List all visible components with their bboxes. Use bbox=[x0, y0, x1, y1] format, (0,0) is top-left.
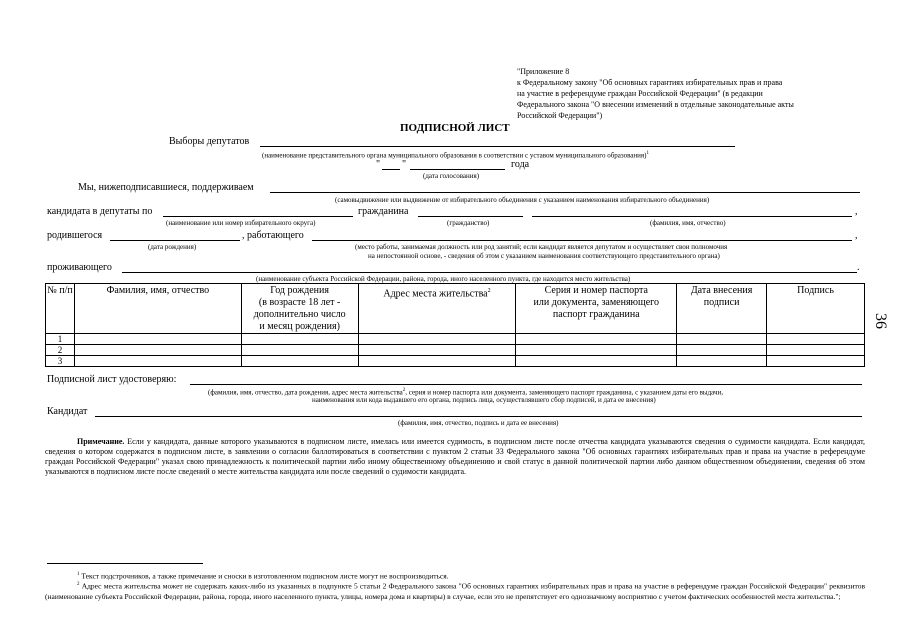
table-row[interactable] bbox=[46, 356, 865, 367]
appendix-line-5: Российской Федерации") bbox=[517, 111, 603, 120]
appendix-line-3: на участие в референдуме граждан Российской Федерации" (в редакции bbox=[517, 89, 763, 98]
row-number: 3 bbox=[46, 356, 75, 367]
cell-name[interactable] bbox=[74, 356, 241, 367]
cell-address[interactable] bbox=[358, 356, 516, 367]
cell-year[interactable] bbox=[241, 356, 358, 367]
date-quote-open: " bbox=[376, 159, 381, 170]
header-year: Год рождения (в возрасте 18 лет - дополнительно число и месяц рождения) bbox=[241, 284, 358, 334]
cell-name[interactable] bbox=[74, 334, 241, 345]
candidate-comma: , bbox=[855, 206, 858, 217]
header-num: № п/п bbox=[46, 284, 75, 334]
residence-caption: (наименование субъекта Российской Федерации, района, города, иного населенного пункта, где находится место жительства) bbox=[256, 275, 631, 283]
cell-address[interactable] bbox=[358, 345, 516, 356]
cell-date[interactable] bbox=[677, 334, 767, 345]
table-row[interactable] bbox=[46, 345, 865, 356]
candidate-name-caption: (фамилия, имя, отчество) bbox=[650, 219, 726, 227]
cell-date[interactable] bbox=[677, 356, 767, 367]
row-number: 2 bbox=[46, 345, 75, 356]
born-label: родившегося bbox=[47, 230, 103, 241]
certify-caption-1: (фамилия, имя, отчество, дата рождения, адрес места жительства$^2$, серия и номер паспорта или документа, заменяющего паспорт гражданина, с указанием даты его выдачи, bbox=[208, 388, 724, 397]
date-quote-close: " bbox=[402, 159, 407, 170]
cell-passport[interactable] bbox=[516, 334, 677, 345]
works-label: , работающего bbox=[242, 230, 304, 241]
born-comma: , bbox=[855, 230, 858, 241]
residence-label: проживающего bbox=[47, 262, 112, 273]
citizen-label: гражданина bbox=[358, 206, 409, 217]
header-name: Фамилия, имя, отчество bbox=[74, 284, 241, 334]
appendix-line-1: "Приложение 8 bbox=[517, 67, 570, 76]
work-caption-2: на непостоянной основе, - сведения об этом с указанием наименования соответствующего представительного органа) bbox=[368, 252, 720, 260]
footnote-mark-1: 1 bbox=[646, 151, 649, 156]
footnote-1: $^1$ Текст подстрочников, а также примечание и сноски в изготовленном подписном листе могут не воспроизводиться. bbox=[77, 571, 449, 581]
cell-year[interactable] bbox=[241, 334, 358, 345]
support-caption: (самовыдвижение или выдвижение от избирательного объединения с указанием наименования избирательного объединения) bbox=[335, 196, 710, 204]
candidate-label: кандидата в депутаты по bbox=[47, 206, 153, 217]
certify-label: Подписной лист удостоверяю: bbox=[47, 374, 177, 385]
cell-passport[interactable] bbox=[516, 356, 677, 367]
cell-name[interactable] bbox=[74, 345, 241, 356]
footnote-separator bbox=[47, 563, 203, 564]
district-input-line[interactable] bbox=[163, 216, 353, 217]
elections-caption: (наименование представительного органа муниципального образования в соответствии с уставом муниципального образования)$^1$ bbox=[262, 151, 649, 160]
date-day-line[interactable] bbox=[382, 169, 400, 170]
year-label: года bbox=[511, 159, 530, 170]
work-input-line[interactable] bbox=[312, 240, 852, 241]
cell-signature[interactable] bbox=[767, 334, 865, 345]
table-header-row bbox=[46, 284, 865, 334]
header-address: Адрес места жительства$^2$ bbox=[358, 284, 516, 334]
certify-input-line[interactable] bbox=[190, 384, 862, 385]
date-caption: (дата голосования) bbox=[423, 172, 480, 180]
date-month-line[interactable] bbox=[410, 169, 505, 170]
cell-year[interactable] bbox=[241, 345, 358, 356]
cell-signature[interactable] bbox=[767, 345, 865, 356]
cell-address[interactable] bbox=[358, 334, 516, 345]
appendix-line-4: Федерального закона "О внесении изменений в отдельные законодательные акты bbox=[517, 100, 794, 109]
elections-label: Выборы депутатов bbox=[169, 136, 250, 147]
header-signature: Подпись bbox=[767, 284, 865, 334]
footnote-2: $^2$ Адрес места жительства может не содержать каких-либо из указанных в подпункте 5 статьи 2 Федерального закона "Об основных гарантиях избирательных прав и права на участие в референдуме граждан Российской Федерации" реквизитов (наименование субъекта Российской Федерации, района, города, иного населенного пункта, улицы, номера дома и квартиры) в случае, если это не препятствует его однозначному восприятию с учетом фактических особенностей места жительства."; bbox=[45, 581, 865, 601]
cell-signature[interactable] bbox=[767, 356, 865, 367]
work-caption-1: (место работы, занимаемая должность или род занятий; если кандидат является депутатом и осуществляет свои полномочия bbox=[355, 243, 728, 251]
appendix-line-2: к Федеральному закону "Об основных гарантиях избирательных прав и права bbox=[517, 78, 783, 87]
cell-date[interactable] bbox=[677, 345, 767, 356]
candidate-sign-input-line[interactable] bbox=[95, 416, 862, 417]
cell-passport[interactable] bbox=[516, 345, 677, 356]
residence-dot: . bbox=[857, 262, 860, 273]
district-caption: (наименование или номер избирательного округа) bbox=[166, 219, 316, 227]
dob-input-line[interactable] bbox=[110, 240, 240, 241]
page-number: 36 bbox=[872, 313, 889, 329]
header-passport: Серия и номер паспорта или документа, заменяющего паспорт гражданина bbox=[516, 284, 677, 334]
header-date: Дата внесения подписи bbox=[677, 284, 767, 334]
certify-caption-2: наименования или кода выдавшего его органа, подпись лица, осуществлявшего сбор подписей, и дата ее внесения) bbox=[312, 396, 656, 404]
table-row[interactable] bbox=[46, 334, 865, 345]
candidate-sign-label: Кандидат bbox=[47, 406, 88, 417]
note-paragraph: Примечание. Если у кандидата, данные которого указываются в подписном листе, имелась или имеется судимость, в подписном листе после отчества кандидата указываются сведения о судимости кандидата. Если кандидат, сведения о котором содержатся в подписном листе, в заявлении о согласии баллотироваться в соответствии с пунктом 2 статьи 33 Федерального закона "Об основных гарантиях избирательных прав и права на участие в референдуме граждан Российской Федерации" указал свою принадлежность к политической партии либо иному общественному объединению и свой статус в данной политической партии либо данном общественном объединении, сведения об этом указываются в подписном листе после сведений о месте жительства кандидата или после сведений о судимости кандидата. bbox=[45, 437, 865, 476]
citizenship-caption: (гражданство) bbox=[447, 219, 490, 227]
elections-input-line[interactable] bbox=[260, 146, 735, 147]
citizenship-input-line[interactable] bbox=[418, 216, 523, 217]
residence-input-line[interactable] bbox=[122, 272, 857, 273]
candidate-name-input-line[interactable] bbox=[532, 216, 852, 217]
candidate-sign-caption: (фамилия, имя, отчество, подпись и дата ее внесения) bbox=[398, 419, 559, 427]
support-label: Мы, нижеподписавшиеся, поддерживаем bbox=[78, 182, 254, 193]
page-title: ПОДПИСНОЙ ЛИСТ bbox=[400, 122, 510, 134]
row-number: 1 bbox=[46, 334, 75, 345]
support-input-line[interactable] bbox=[270, 192, 860, 193]
signatures-table bbox=[45, 283, 865, 367]
dob-caption: (дата рождения) bbox=[148, 243, 197, 251]
